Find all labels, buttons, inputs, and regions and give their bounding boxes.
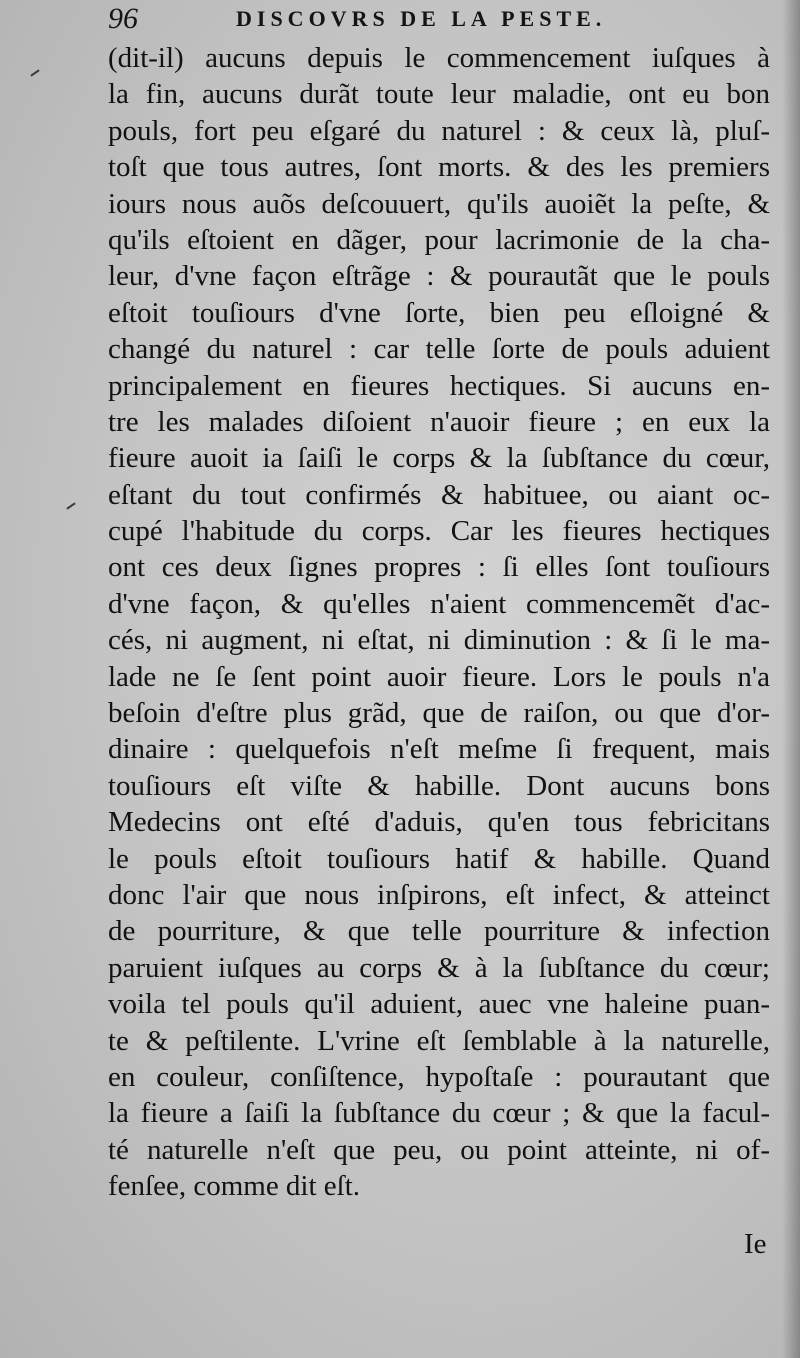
text-line: changé du naturel : car telle ſorte de pouls aduient: [108, 333, 770, 366]
margin-mark: [66, 502, 75, 509]
text-line: beſoin d'eſtre plus grãd, que de raiſon, ou que d'or-: [108, 697, 770, 730]
text-line: de pourriture, & que telle pourriture & infection: [108, 915, 770, 948]
text-line: d'vne façon, & qu'elles n'aient commencemẽt d'ac-: [108, 587, 770, 620]
text-line: fieure auoit ia ſaiſi le corps & la ſubſtance du cœur,: [108, 442, 770, 475]
page-number: 96: [108, 2, 138, 35]
text-line: principalement en fieures hectiques. Si aucuns en-: [108, 369, 770, 402]
text-line: tre les malades diſoient n'auoir fieure ; en eux la: [108, 405, 770, 438]
text-line: lade ne ſe ſent point auoir fieure. Lors le pouls n'a: [108, 660, 770, 693]
spine-shadow: [782, 0, 800, 1358]
page-header: [108, 0, 768, 36]
text-line: leur, d'vne façon eſtrãge : & pourautãt que le pouls: [108, 260, 770, 293]
text-line: en couleur, conſiſtence, hypoſtaſe : pourautant que: [108, 1060, 770, 1093]
text-line: toſt que tous autres, ſont morts. & des les premiers: [108, 151, 770, 184]
text-line: te & peſtilente. L'vrine eſt ſemblable à la naturelle,: [108, 1024, 770, 1057]
text-line: la fieure a ſaiſi la ſubſtance du cœur ; & que la facul-: [108, 1097, 770, 1130]
text-line: ont ces deux ſignes propres : ſi elles ſont touſiours: [108, 551, 770, 584]
text-line-last: fenſee, comme dit eſt.: [108, 1170, 361, 1203]
text-line: Medecins ont eſté d'aduis, qu'en tous febricitans: [108, 806, 770, 839]
text-line: eſtoit touſiours d'vne ſorte, bien peu eſloigné &: [108, 296, 770, 329]
text-line: cés, ni augment, ni eſtat, ni diminution : & ſi le ma-: [108, 624, 770, 657]
text-line: (dit-il) aucuns depuis le commencement iuſques à: [108, 42, 770, 74]
catchword: Ie: [744, 1228, 767, 1260]
text-line: té naturelle n'eſt que peu, ou point atteinte, ni of-: [108, 1133, 770, 1166]
text-line: iours nous auõs deſcouuert, qu'ils auoiẽt la peſte, &: [108, 187, 770, 220]
margin-mark: [30, 69, 39, 76]
text-line: paruient iuſques au corps & à la ſubſtance du cœur;: [108, 951, 770, 984]
text-line: voila tel pouls qu'il aduient, auec vne haleine puan-: [108, 988, 770, 1021]
text-line: cupé l'habitude du corps. Car les fieures hectiques: [108, 515, 770, 548]
running-title: DISCOVRS DE LA PESTE.: [236, 6, 607, 31]
text-line: dinaire : quelquefois n'eſt meſme ſi frequent, mais: [108, 733, 770, 766]
text-line: eſtant du tout confirmés & habituee, ou aiant oc-: [108, 478, 770, 511]
body-text: [108, 40, 770, 1205]
text-line: le pouls eſtoit touſiours hatif & habille. Quand: [108, 842, 770, 875]
text-line: la fin, aucuns durãt toute leur maladie, ont eu bon: [108, 78, 770, 111]
text-line: pouls, fort peu eſgaré du naturel : & ceux là, pluſ-: [108, 114, 770, 147]
text-line: donc l'air que nous inſpirons, eſt infect, & atteinct: [108, 878, 770, 911]
text-line: qu'ils eſtoient en dãger, pour lacrimonie de la cha-: [108, 223, 770, 256]
text-line: touſiours eſt viſte & habille. Dont aucuns bons: [108, 769, 770, 802]
